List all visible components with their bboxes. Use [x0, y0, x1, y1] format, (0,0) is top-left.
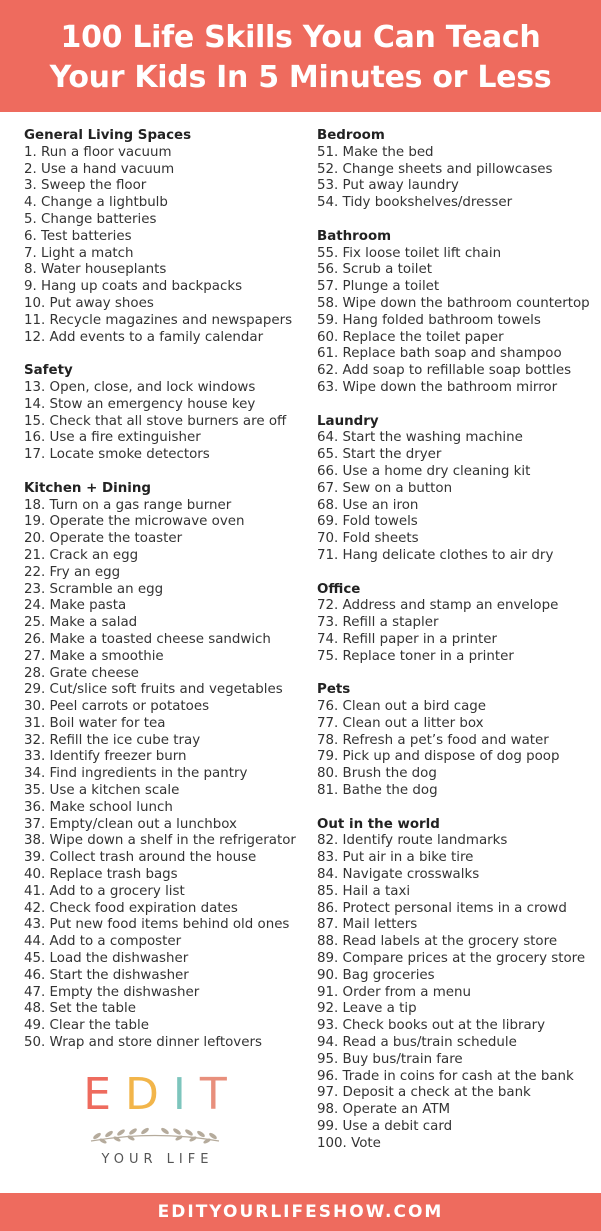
list-item: 95. Buy bus/train fare [317, 1051, 463, 1067]
list-item: 18. Turn on a gas range burner [24, 497, 232, 513]
list-item: 51. Make the bed [317, 144, 434, 160]
list-item: 1. Run a floor vacuum [24, 144, 172, 160]
section-kitchen-dining [24, 481, 296, 1052]
skill-list [317, 246, 597, 397]
list-item: 89. Compare prices at the grocery store [317, 951, 586, 967]
list-item: 99. Use a debit card [317, 1119, 453, 1135]
list-item: 36. Make school lunch [24, 799, 173, 815]
list-item: 13. Open, close, and lock windows [24, 379, 256, 395]
list-item: 21. Crack an egg [24, 547, 139, 563]
laurel-wreath-icon [85, 1126, 225, 1146]
list-item: 31. Boil water for tea [24, 715, 166, 731]
list-item: 22. Fry an egg [24, 564, 121, 580]
list-item: 88. Read labels at the grocery store [317, 934, 558, 950]
list-item: 78. Refresh a pet’s food and water [317, 732, 549, 748]
edit-your-life-logo [60, 1070, 250, 1180]
list-item: 48. Set the table [24, 1001, 136, 1017]
list-item: 77. Clean out a litter box [317, 715, 484, 731]
list-item: 58. Wipe down the bathroom countertop [317, 295, 590, 311]
list-item: 54. Tidy bookshelves/dresser [317, 195, 513, 211]
section-title: Office [317, 581, 361, 597]
list-item: 16. Use a fire extinguisher [24, 430, 201, 446]
section-title: Laundry [317, 413, 379, 429]
section-office [317, 582, 597, 666]
list-item: 83. Put air in a bike tire [317, 850, 474, 866]
list-item: 7. Light a match [24, 245, 134, 261]
list-item: 27. Make a smoothie [24, 648, 164, 664]
list-item: 84. Navigate crosswalks [317, 867, 480, 883]
list-item: 70. Fold sheets [317, 531, 419, 547]
list-item: 67. Sew on a button [317, 480, 453, 496]
section-title: Safety [24, 363, 73, 379]
list-item: 43. Put new food items behind old ones [24, 917, 290, 933]
list-item: 62. Add soap to refillable soap bottles [317, 363, 572, 379]
list-item: 92. Leave a tip [317, 1001, 417, 1017]
list-item: 10. Put away shoes [24, 295, 154, 311]
list-item: 41. Add to a grocery list [24, 883, 185, 899]
list-item: 20. Operate the toaster [24, 531, 183, 547]
list-item: 11. Recycle magazines and newspapers [24, 312, 293, 328]
list-item: 14. Stow an emergency house key [24, 396, 256, 412]
list-item: 74. Refill paper in a printer [317, 631, 497, 647]
list-item: 35. Use a kitchen scale [24, 783, 180, 799]
section-title: General Living Spaces [24, 128, 192, 143]
section-bedroom [317, 128, 597, 212]
list-item: 96. Trade in coins for cash at the bank [317, 1068, 574, 1084]
list-item: 3. Sweep the floor [24, 178, 147, 194]
logo-letter-e: E [83, 1069, 126, 1120]
list-item: 50. Wrap and store dinner leftovers [24, 1035, 262, 1051]
list-item: 17. Locate smoke detectors [24, 447, 210, 463]
logo-letter-d: D [125, 1069, 173, 1120]
section-safety [24, 363, 296, 464]
list-item: 23. Scramble an egg [24, 581, 164, 597]
list-item: 2. Use a hand vacuum [24, 161, 175, 177]
list-item: 15. Check that all stove burners are off [24, 413, 287, 429]
list-item: 79. Pick up and dispose of dog poop [317, 749, 560, 765]
list-item: 57. Plunge a toilet [317, 279, 440, 295]
list-item: 91. Order from a menu [317, 984, 471, 1000]
skill-list [317, 598, 597, 665]
list-item: 66. Use a home dry cleaning kit [317, 463, 531, 479]
list-item: 30. Peel carrots or potatoes [24, 699, 210, 715]
list-item: 29. Cut/slice soft fruits and vegetables [24, 682, 283, 698]
list-item: 39. Collect trash around the house [24, 850, 257, 866]
list-item: 49. Clear the table [24, 1018, 149, 1034]
page-header [0, 0, 601, 112]
section-general-living-spaces [24, 128, 296, 346]
list-item: 34. Find ingredients in the pantry [24, 766, 248, 782]
section-title: Kitchen + Dining [24, 480, 151, 496]
list-item: 85. Hail a taxi [317, 883, 411, 899]
logo-letter-i: I [172, 1069, 200, 1120]
list-item: 59. Hang folded bathroom towels [317, 312, 541, 328]
list-item: 76. Clean out a bird cage [317, 699, 487, 715]
list-item: 60. Replace the toilet paper [317, 329, 504, 345]
list-item: 26. Make a toasted cheese sandwich [24, 631, 271, 647]
list-item: 97. Deposit a check at the bank [317, 1085, 531, 1101]
skill-list [317, 430, 597, 564]
list-item: 33. Identify freezer burn [24, 749, 187, 765]
list-item: 4. Change a lightbulb [24, 195, 168, 211]
list-item: 52. Change sheets and pillowcases [317, 161, 553, 177]
list-item: 63. Wipe down the bathroom mirror [317, 379, 558, 395]
list-item: 5. Change batteries [24, 211, 157, 227]
list-item: 98. Operate an ATM [317, 1102, 451, 1118]
list-item: 100. Vote [317, 1135, 381, 1151]
list-item: 75. Replace toner in a printer [317, 648, 514, 664]
skill-list [317, 699, 597, 800]
section-title: Out in the world [317, 816, 440, 832]
skill-list [317, 145, 597, 212]
list-item: 45. Load the dishwasher [24, 951, 189, 967]
skill-list [24, 380, 296, 464]
list-item: 56. Scrub a toilet [317, 262, 432, 278]
list-item: 40. Replace trash bags [24, 867, 178, 883]
list-item: 9. Hang up coats and backpacks [24, 279, 243, 295]
section-title: Pets [317, 682, 351, 698]
list-item: 53. Put away laundry [317, 178, 459, 194]
list-item: 68. Use an iron [317, 497, 419, 513]
list-item: 71. Hang delicate clothes to air dry [317, 547, 554, 563]
list-item: 38. Wipe down a shelf in the refrigerator [24, 833, 296, 849]
logo-wordmark [60, 1070, 250, 1120]
page-title-line-2: Your Kids In 5 Minutes or Less [49, 60, 552, 95]
list-item: 24. Make pasta [24, 598, 127, 614]
section-out-in-the-world [317, 817, 597, 1153]
list-item: 28. Grate cheese [24, 665, 139, 681]
list-item: 73. Refill a stapler [317, 615, 439, 631]
skill-list [24, 498, 296, 1052]
list-item: 8. Water houseplants [24, 262, 167, 278]
logo-letter-t: T [199, 1069, 241, 1120]
list-item: 90. Bag groceries [317, 967, 435, 983]
list-item: 64. Start the washing machine [317, 430, 523, 446]
list-item: 80. Brush the dog [317, 766, 437, 782]
section-title: Bathroom [317, 228, 392, 244]
page-title-line-1: 100 Life Skills You Can Teach [60, 20, 541, 55]
list-item: 82. Identify route landmarks [317, 833, 508, 849]
footer-website[interactable]: EDITYOURLIFESHOW.COM [0, 1193, 601, 1231]
section-bathroom [317, 229, 597, 397]
left-column [24, 128, 296, 1069]
list-item: 87. Mail letters [317, 917, 418, 933]
list-item: 61. Replace bath soap and shampoo [317, 346, 562, 362]
list-item: 69. Fold towels [317, 514, 418, 530]
logo-subtitle: YOUR LIFE [101, 1152, 214, 1167]
list-item: 93. Check books out at the library [317, 1018, 546, 1034]
list-item: 86. Protect personal items in a crowd [317, 900, 567, 916]
list-item: 72. Address and stamp an envelope [317, 598, 559, 614]
list-item: 47. Empty the dishwasher [24, 984, 200, 1000]
list-item: 44. Add to a composter [24, 934, 182, 950]
section-laundry [317, 414, 597, 565]
list-item: 25. Make a salad [24, 615, 138, 631]
list-item: 32. Refill the ice cube tray [24, 732, 201, 748]
list-item: 19. Operate the microwave oven [24, 514, 245, 530]
section-pets [317, 682, 597, 800]
list-item: 6. Test batteries [24, 228, 132, 244]
list-item: 42. Check food expiration dates [24, 900, 238, 916]
right-column [317, 128, 597, 1169]
list-item: 12. Add events to a family calendar [24, 329, 264, 345]
list-item: 65. Start the dryer [317, 447, 442, 463]
list-item: 46. Start the dishwasher [24, 967, 189, 983]
skill-list [317, 833, 597, 1152]
section-title: Bedroom [317, 128, 385, 143]
skill-list [24, 145, 296, 347]
list-item: 81. Bathe the dog [317, 783, 438, 799]
list-item: 37. Empty/clean out a lunchbox [24, 816, 237, 832]
list-item: 55. Fix loose toilet lift chain [317, 245, 502, 261]
list-item: 94. Read a bus/train schedule [317, 1035, 517, 1051]
